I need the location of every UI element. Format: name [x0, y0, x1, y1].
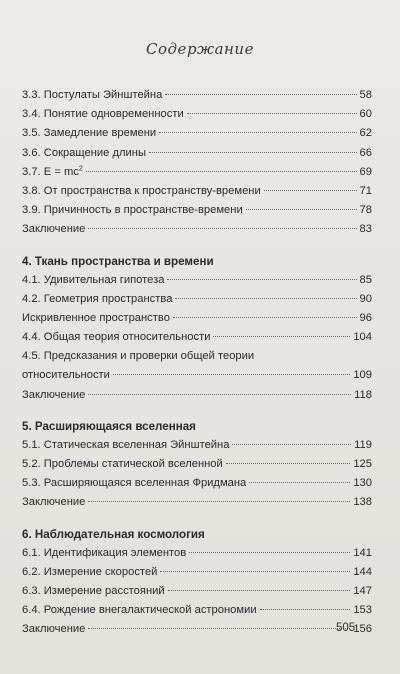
toc-entry-label: 5.3. Расширяющаяся вселенная Фридмана [22, 477, 247, 490]
toc-entry-page: 60 [359, 108, 372, 121]
toc-entry-label: Заключение [22, 388, 86, 401]
leader-dots [189, 552, 350, 553]
leader-dots [88, 628, 350, 629]
leader-dots [113, 374, 350, 375]
toc-entry-page: 96 [359, 311, 372, 324]
leader-dots [187, 113, 357, 114]
toc-entry [22, 290, 372, 309]
toc-entry [22, 220, 372, 239]
toc-entry-label: Заключение [22, 623, 86, 636]
toc-entry-page: 125 [353, 458, 372, 470]
toc-entry-label: 3.4. Понятие одновременности [22, 108, 184, 121]
leader-dots [160, 571, 350, 572]
table-of-contents [22, 86, 372, 640]
leader-dots [226, 463, 351, 464]
toc-entry-label: 3.5. Замедление времени [22, 127, 157, 140]
toc-entry-label: 3.9. Причинность в пространстве-времени [22, 204, 243, 217]
toc-entry-page: 119 [354, 438, 372, 451]
toc-entry-page: 83 [359, 223, 372, 236]
leader-dots [88, 394, 351, 395]
toc-entry-page: 78 [359, 204, 372, 217]
toc-entry-page: 144 [353, 565, 372, 578]
toc-section [22, 240, 372, 405]
toc-entry-page: 118 [354, 388, 372, 401]
toc-entry-label: Заключение [22, 223, 86, 236]
toc-entry-page: 109 [353, 369, 372, 382]
leader-dots [260, 609, 351, 610]
toc-entry [22, 271, 372, 290]
leader-dots [173, 317, 357, 318]
toc-entry [22, 86, 372, 105]
toc-entry-label: 5.1. Статическая вселенная Эйнштейна [22, 438, 230, 451]
leader-dots [165, 94, 356, 95]
toc-entry [22, 182, 372, 201]
toc-entry-page: 156 [353, 623, 372, 636]
toc-entry [22, 201, 372, 220]
toc-entry-label: Искривленное пространство [22, 311, 170, 324]
leader-dots [167, 279, 356, 280]
toc-entry-label: 3.8. От пространства к пространству-времени [22, 184, 261, 197]
toc-entry-label: 6.2. Измерение скоростей [22, 565, 158, 578]
toc-entry-label: 3.3. Постулаты Эйнштейна [22, 89, 163, 101]
leader-dots [88, 228, 356, 229]
toc-entry-page: 62 [359, 127, 372, 140]
toc-entry [22, 105, 372, 124]
toc-entry [22, 601, 372, 620]
toc-entry-label: Заключение [22, 496, 86, 509]
toc-entry-label: 3.6. Сокращение длины [22, 146, 146, 159]
toc-entry-page: 90 [359, 292, 372, 305]
leader-dots [249, 482, 350, 483]
toc-entry-page: 66 [359, 146, 372, 159]
leader-dots [149, 152, 357, 153]
toc-entry-label: 4.2. Геометрия пространства [22, 292, 173, 305]
toc-entry-page: 71 [359, 184, 372, 197]
toc-entry-label: 6.4. Рождение внегалактической астрономии [22, 604, 257, 617]
page-title: Содержание [146, 40, 254, 58]
toc-entry-page: 130 [353, 477, 372, 490]
toc-entry [22, 455, 372, 474]
toc-entry-label-line1: 4.5. Предсказания и проверки общей теории [22, 350, 255, 363]
toc-entry-label: 5.2. Проблемы статической вселенной [22, 458, 223, 470]
toc-entry [22, 544, 372, 563]
toc-entry [22, 563, 372, 582]
section-heading: 6. Наблюдательная космология [22, 527, 205, 541]
leader-dots [86, 171, 357, 172]
toc-entry-page: 141 [353, 546, 372, 559]
toc-entry [22, 144, 372, 163]
leader-dots [232, 444, 351, 445]
toc-entry-label-text: 3.7. E = mc [22, 165, 79, 178]
toc-section [22, 513, 372, 640]
toc-entry [22, 366, 372, 385]
toc-entry [22, 436, 372, 455]
page-number: 505 [336, 622, 356, 634]
leader-dots [175, 298, 356, 299]
toc-entry-page: 58 [359, 89, 372, 101]
toc-entry [22, 163, 372, 182]
toc-entry [22, 328, 372, 347]
toc-entry-page: 147 [353, 584, 372, 597]
leader-dots [213, 336, 350, 337]
toc-entry [22, 493, 372, 512]
toc-entry [22, 474, 372, 493]
toc-entry-label: относительности [22, 369, 110, 382]
toc-entry-label [22, 163, 83, 182]
leader-dots [159, 132, 356, 133]
section-heading: 4. Ткань пространства и времени [22, 254, 214, 268]
leader-dots [168, 590, 351, 591]
toc-entry-label: 4.4. Общая теория относительности [22, 331, 211, 344]
toc-entry-page: 69 [359, 165, 372, 178]
toc-entry-page: 104 [353, 331, 372, 344]
superscript: 2 [78, 165, 83, 173]
toc-entry [22, 386, 372, 405]
toc-entry-label: 6.1. Идентификация элементов [22, 546, 187, 559]
toc-entry [22, 309, 372, 328]
leader-dots [246, 209, 357, 210]
toc-entry-label: 6.3. Измерение расстояний [22, 584, 165, 597]
toc-entry [22, 620, 372, 639]
toc-entry-page: 85 [359, 273, 372, 286]
toc-entry [22, 124, 372, 143]
toc-section [22, 405, 372, 513]
leader-dots [264, 190, 357, 191]
toc-section [22, 86, 372, 240]
toc-entry-page: 138 [353, 496, 372, 509]
toc-entry-page: 153 [353, 604, 372, 617]
toc-entry [22, 582, 372, 601]
leader-dots [88, 501, 350, 502]
section-heading: 5. Расширяющаяся вселенная [22, 419, 196, 433]
toc-entry-label: 4.1. Удивительная гипотеза [22, 273, 165, 286]
